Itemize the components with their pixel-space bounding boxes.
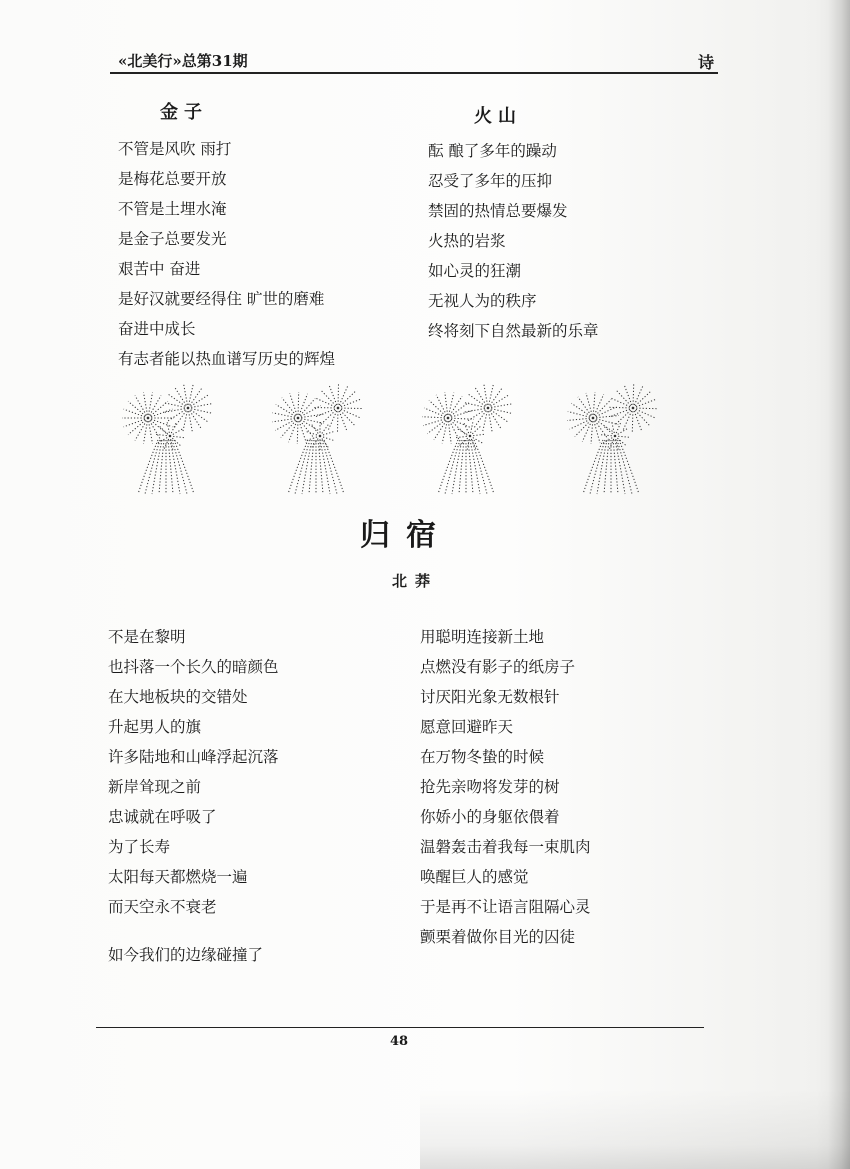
poem-line: 如心灵的狂潮 [428, 262, 522, 280]
poem-line: 许多陆地和山峰浮起沉落 [108, 748, 279, 766]
poem-line: 忍受了多年的压抑 [428, 172, 553, 190]
poem-line: 抢先亲吻将发芽的树 [420, 778, 560, 796]
footer-divider [96, 1027, 704, 1028]
poem-line: 无视人为的秩序 [428, 292, 537, 310]
poem-gold [118, 98, 335, 374]
firework-icon [410, 378, 530, 498]
poem-line: 升起男人的旗 [108, 718, 202, 736]
poem-line: 酝 酿了多年的躁动 [428, 142, 557, 160]
section-label: 诗 [698, 53, 715, 72]
firework-decoration-row [100, 378, 700, 498]
poem-line: 为了长寿 [108, 838, 171, 856]
poem-line: 如今我们的边缘碰撞了 [108, 946, 264, 964]
poem-line: 是金子总要发光 [118, 230, 227, 248]
poem-line: 艰苦中 奋进 [118, 260, 201, 278]
page-edge-shadow [828, 0, 850, 1169]
page-bottom-shadow [420, 1089, 850, 1169]
poem-line: 在大地板块的交错处 [108, 688, 248, 706]
poem-line: 太阳每天都燃烧一遍 [108, 868, 248, 886]
poem-homecoming-right-column [420, 622, 591, 952]
poem-line: 用聪明连接新土地 [420, 628, 545, 646]
firework-icon [260, 378, 380, 498]
poem-homecoming-left-column [108, 622, 279, 970]
poem-line: 唤醒巨人的感觉 [420, 868, 529, 886]
poem-line: 终将刻下自然最新的乐章 [428, 322, 599, 340]
poem-line: 讨厌阳光象无数根针 [420, 688, 560, 706]
poem-line: 愿意回避昨天 [420, 718, 514, 736]
poem-line: 火热的岩浆 [428, 232, 506, 250]
poem-line: 新岸耸现之前 [108, 778, 202, 796]
poem-volcano-title: 火山 [474, 106, 522, 127]
journal-issue-header: «北美行»总第31期 [118, 52, 248, 70]
poem-line: 点燃没有影子的纸房子 [420, 658, 576, 676]
poem-line: 你娇小的身躯依偎着 [420, 808, 560, 826]
firework-icon [555, 378, 675, 498]
poem-line: 有志者能以热血谱写历史的辉煌 [118, 350, 336, 368]
page-number: 48 [390, 1034, 409, 1049]
header-divider [110, 72, 718, 74]
poem-line: 而天空永不衰老 [108, 898, 217, 916]
poem-line: 于是再不让语言阻隔心灵 [420, 898, 591, 916]
poem-line: 温磐轰击着我每一束肌肉 [420, 838, 591, 856]
poem-line: 不是在黎明 [108, 628, 186, 646]
poem-line: 奋进中成长 [118, 320, 196, 338]
poem-line: 是梅花总要开放 [118, 170, 227, 188]
poem-homecoming-title: 归宿 [360, 518, 452, 553]
stanza-break [108, 922, 279, 940]
poem-gold-title: 金子 [160, 102, 208, 123]
poem-line: 颤栗着做你目光的囚徒 [420, 928, 576, 946]
poem-author: 北莽 [392, 572, 439, 590]
poem-line: 忠诚就在呼吸了 [108, 808, 217, 826]
poem-line: 是好汉就要经得住 旷世的磨难 [118, 290, 325, 308]
poem-line: 不管是土埋水淹 [118, 200, 227, 218]
poem-line: 不管是风吹 雨打 [118, 140, 232, 158]
poem-line: 在万物冬蛰的时候 [420, 748, 545, 766]
poem-line: 也抖落一个长久的暗颜色 [108, 658, 279, 676]
poem-volcano [428, 102, 599, 346]
poem-line: 禁固的热情总要爆发 [428, 202, 568, 220]
firework-icon [110, 378, 230, 498]
